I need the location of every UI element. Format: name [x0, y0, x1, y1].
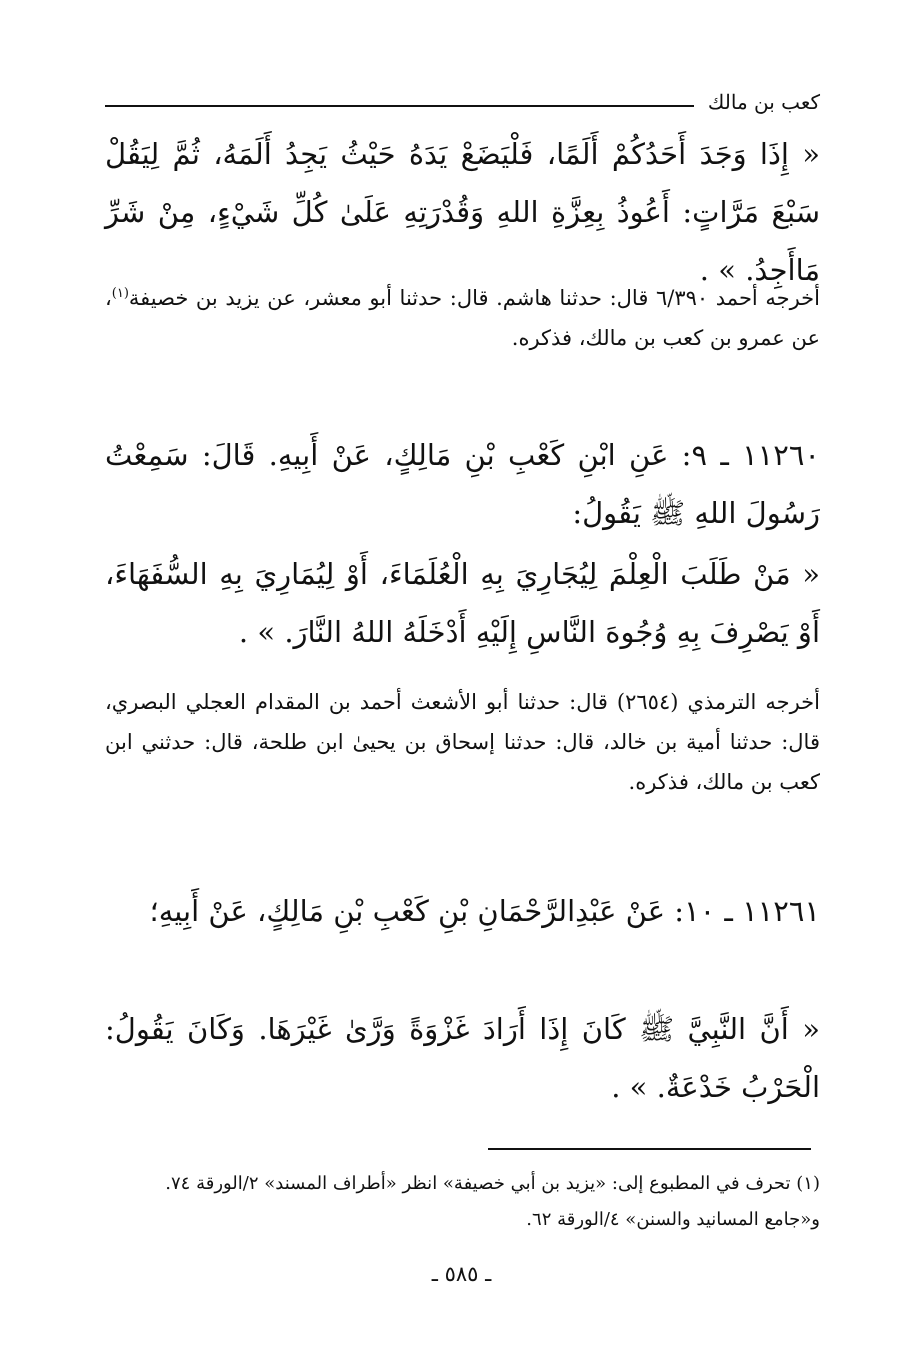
hadith-matn-11261: « أَنَّ النَّبِيَّ ﷺ كَانَ إِذَا أَرَادَ غَزْوَةً وَرَّىٰ غَيْرَهَا. وَكَانَ يَقُولُ: الْحَرْبُ خَدْعَةٌ. » .: [105, 1012, 820, 1104]
hadith-matn-11260: « مَنْ طَلَبَ الْعِلْمَ لِيُجَارِيَ بِهِ الْعُلَمَاءَ، أَوْ لِيُمَارِيَ بِهِ السُّفَهَاءَ، أَوْ يَصْرِفَ بِهِ وُجُوهَ النَّاسِ إِلَيْهِ أَدْخَلَهُ اللهُ النَّارَ. » .: [105, 557, 820, 649]
footnote-line-1: (١) تحرف في المطبوع إلى: «يزيد بن أبي خصيفة» انظر «أطراف المسند» ٢/الورقة ٧٤.: [165, 1173, 820, 1194]
hadith-matn-1: « إِذَا وَجَدَ أَحَدُكُمْ أَلَمًا، فَلْيَضَعْ يَدَهُ حَيْثُ يَجِدُ أَلَمَهُ، ثُمَّ لِيَقُلْ سَبْعَ مَرَّاتٍ: أَعُوذُ بِعِزَّةِ اللهِ وَقُدْرَتِهِ عَلَىٰ كُلِّ شَيْءٍ، مِنْ شَرِّ مَاأَجِدُ. » .: [105, 137, 820, 287]
takhrij-1: [105, 274, 820, 358]
takhrij-11260: أخرجه الترمذي (٢٦٥٤) قال: حدثنا أبو الأشعث أحمد بن المقدام العجلي البصري، قال: حدثنا أمية بن خالد، قال: حدثنا إسحاق بن يحيىٰ ابن طلحة، قال: حدثني ابن كعب بن مالك، فذكره.: [105, 690, 820, 794]
footnote: [105, 1166, 820, 1238]
footnote-ref: (١): [111, 286, 129, 301]
takhrij-1-text: أخرجه أحمد ٦/٣٩٠ قال: حدثنا هاشم. قال: حدثنا أبو معشر، عن يزيد بن خصيفة: [128, 286, 821, 310]
hadith-heading-11261: ١١٢٦١ ـ ١٠: عَنْ عَبْدِالرَّحْمَانِ بْنِ كَعْبِ بْنِ مَالِكٍ، عَنْ أَبِيهِ؛: [149, 894, 820, 928]
takhrij-1-text-end: ، عن عمرو بن كعب بن مالك، فذكره.: [105, 286, 820, 350]
hadith-heading-11260: ١١٢٦٠ ـ ٩: عَنِ ابْنِ كَعْبِ بْنِ مَالِكٍ، عَنْ أَبِيهِ. قَالَ: سَمِعْتُ رَسُولَ اللهِ ﷺ يَقُولُ:: [105, 438, 820, 530]
running-header: [105, 80, 820, 116]
footnote-line-2: و«جامع المسانيد والسنن» ٤/الورقة ٦٢.: [526, 1209, 820, 1230]
header-rule: [105, 105, 694, 107]
footnote-rule: [488, 1148, 811, 1150]
page-number: ـ ٥٨٥ ـ: [431, 1262, 492, 1286]
running-title: كعب بن مالك: [707, 90, 820, 114]
